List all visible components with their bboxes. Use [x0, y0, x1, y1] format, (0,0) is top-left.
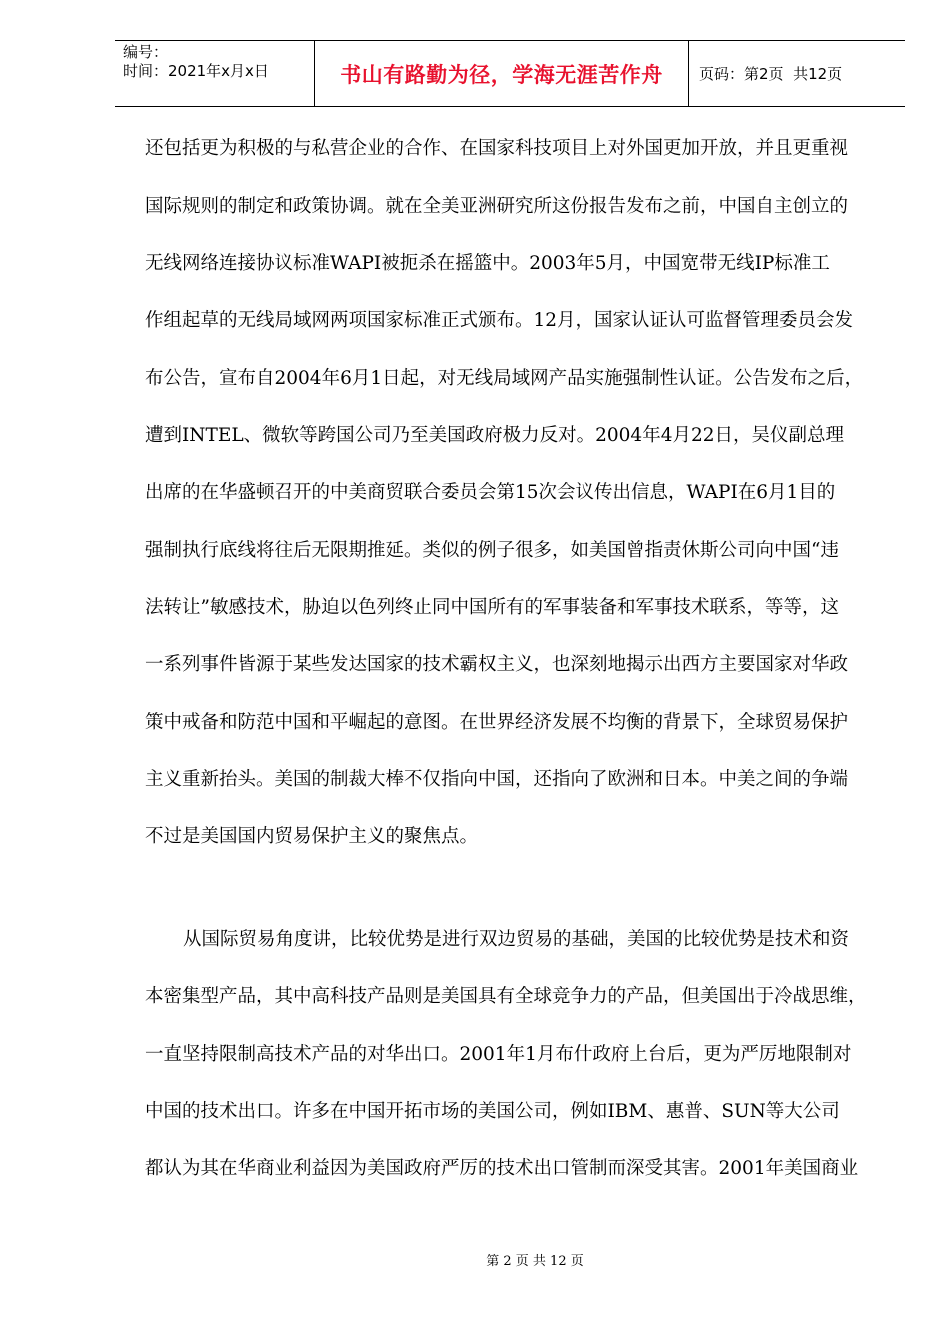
text-line: 国际规则的制定和政策协调。就在全美亚洲研究所这份报告发布之前，中国自主创立的	[145, 196, 849, 217]
text-line: 布公告，宣布自2004年6月1日起，对无线局域网产品实施强制性认证。公告发布之后，	[145, 368, 864, 389]
text-line: 强制执行底线将往后无限期推延。类似的例子很多，如美国曾指责休斯公司向中国“违	[145, 540, 839, 561]
text-line: 策中戒备和防范中国和平崛起的意图。在世界经济发展不均衡的背景下，全球贸易保护	[145, 712, 849, 733]
text-line-paragraph-start: 从国际贸易角度讲，比较优势是进行双边贸易的基础，美国的比较优势是技术和资	[183, 929, 850, 950]
text-line: 主义重新抬头。美国的制裁大棒不仅指向中国，还指向了欧洲和日本。中美之间的争端	[145, 769, 849, 790]
header-motto: 书山有路勤为径，学海无涯苦作舟	[315, 41, 689, 106]
header-page-label: 页码：第2页 共12页	[699, 65, 843, 83]
text-line: 中国的技术出口。许多在中国开拓市场的美国公司，例如IBM、惠普、SUN等大公司	[145, 1101, 840, 1122]
text-line: 还包括更为积极的与私营企业的合作、在国家科技项目上对外国更加开放，并且更重视	[145, 138, 849, 159]
page-header	[115, 40, 905, 107]
text-line: 法转让”敏感技术，胁迫以色列终止同中国所有的军事装备和军事技术联系，等等，这	[145, 597, 839, 618]
text-line: 一系列事件皆源于某些发达国家的技术霸权主义，也深刻地揭示出西方主要国家对华政	[145, 654, 849, 675]
text-line: 一直坚持限制高技术产品的对华出口。2001年1月布什政府上台后，更为严厉地限制对	[145, 1044, 852, 1065]
text-line: 作组起草的无线局域网两项国家标准正式颁布。12月，国家认证认可监督管理委员会发	[145, 310, 854, 331]
text-line: 都认为其在华商业利益因为美国政府严厉的技术出口管制而深受其害。2001年美国商业	[145, 1158, 859, 1179]
document-number-label: 编号：	[123, 43, 169, 61]
text-line: 本密集型产品，其中高科技产品则是美国具有全球竞争力的产品，但美国出于冷战思维，	[145, 986, 867, 1007]
text-line: 不过是美国国内贸易保护主义的聚焦点。	[145, 826, 479, 847]
text-line: 遭到INTEL、微软等跨国公司乃至美国政府极力反对。2004年4月22日，吴仪副总理	[145, 425, 845, 446]
header-meta	[115, 41, 315, 106]
text-line: 出席的在华盛顿召开的中美商贸联合委员会第15次会议传出信息，WAPI在6月1目的	[145, 482, 836, 503]
text-line: 无线网络连接协议标准WAPI被扼杀在摇篮中。2003年5月，中国宽带无线IP标准工	[145, 253, 830, 274]
document-time-label: 时间：2021年x月x日	[123, 62, 269, 80]
page-footer: 第 2 页 共 12 页	[486, 1254, 584, 1269]
